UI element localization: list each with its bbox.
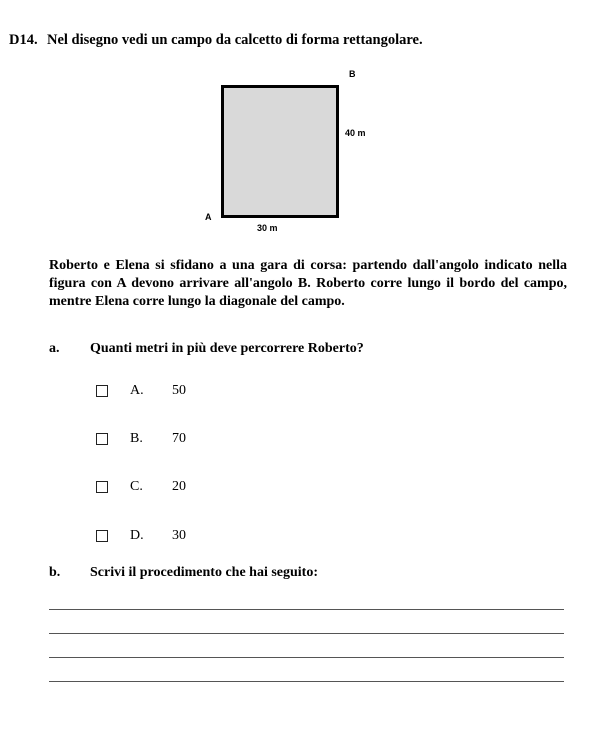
answer-line[interactable] bbox=[49, 657, 564, 658]
corner-label-b: B bbox=[349, 69, 356, 79]
part-b-letter: b. bbox=[49, 565, 61, 580]
checkbox[interactable] bbox=[96, 481, 108, 493]
answer-line[interactable] bbox=[49, 633, 564, 634]
problem-paragraph: Roberto e Elena si sfidano a una gara di corsa: partendo dall'angolo indicato nella figura con A devono arrivare all'angolo B. Roberto corre lungo il bordo del campo, mentre Elena corre lungo la diagonale del campo. bbox=[49, 258, 567, 309]
option-value: 70 bbox=[172, 431, 186, 446]
option-letter: A. bbox=[130, 383, 144, 398]
option-value: 20 bbox=[172, 479, 186, 494]
checkbox[interactable] bbox=[96, 385, 108, 397]
answer-line[interactable] bbox=[49, 609, 564, 610]
option-letter: C. bbox=[130, 479, 143, 494]
part-a-letter: a. bbox=[49, 341, 60, 356]
checkbox[interactable] bbox=[96, 530, 108, 542]
checkbox[interactable] bbox=[96, 433, 108, 445]
question-number: D14. bbox=[9, 32, 38, 48]
answer-line[interactable] bbox=[49, 681, 564, 682]
part-b-question: Scrivi il procedimento che hai seguito: bbox=[90, 565, 318, 580]
corner-label-a: A bbox=[205, 212, 212, 222]
bottom-length-label: 30 m bbox=[257, 223, 278, 233]
option-letter: B. bbox=[130, 431, 143, 446]
side-length-label: 40 m bbox=[345, 128, 366, 138]
field-rectangle bbox=[221, 85, 339, 218]
question-title-text: Nel disegno vedi un campo da calcetto di forma rettangolare. bbox=[47, 32, 423, 48]
option-letter: D. bbox=[130, 528, 144, 543]
option-value: 30 bbox=[172, 528, 186, 543]
option-value: 50 bbox=[172, 383, 186, 398]
part-a-question: Quanti metri in più deve percorrere Roberto? bbox=[90, 341, 364, 356]
question-title bbox=[9, 32, 423, 49]
